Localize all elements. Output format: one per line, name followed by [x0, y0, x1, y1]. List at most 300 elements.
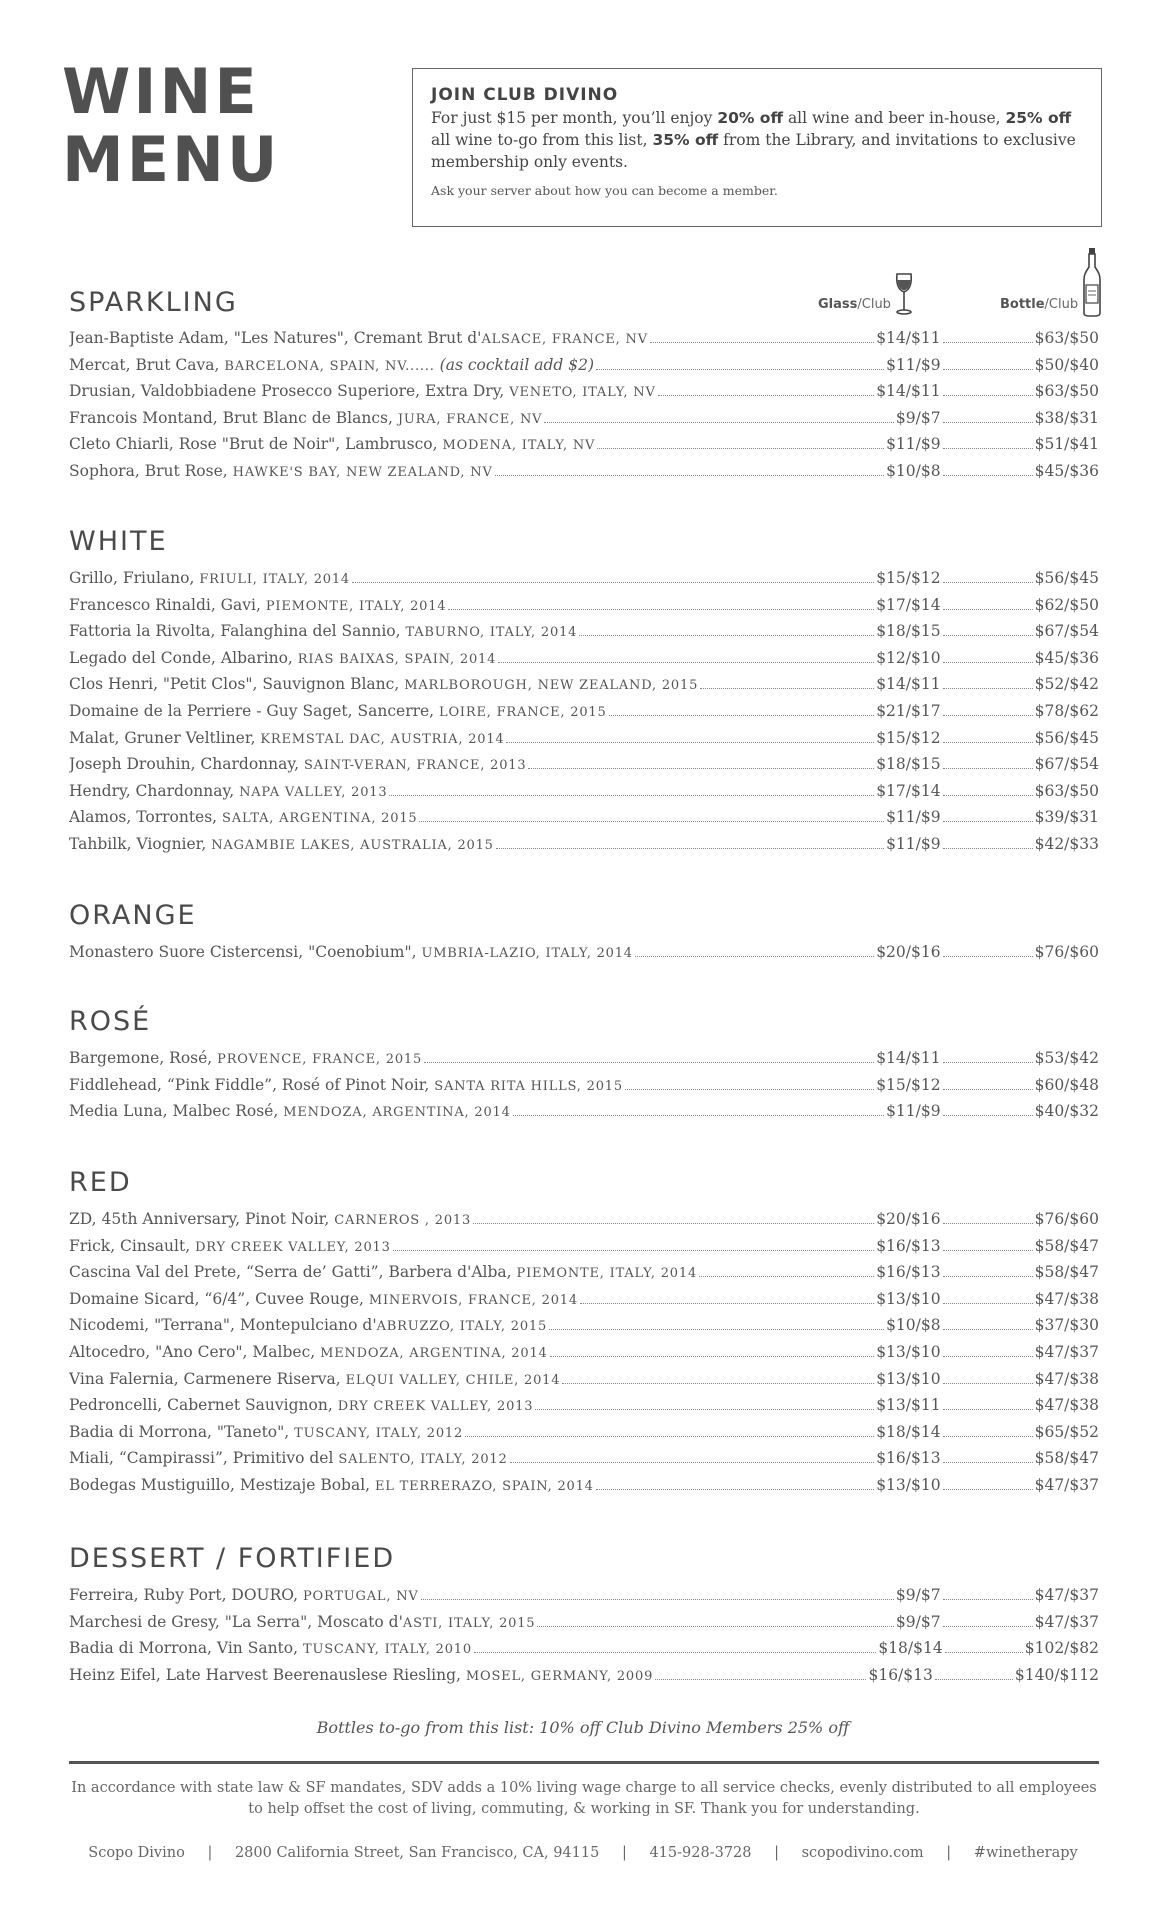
dot-leader [943, 369, 1033, 370]
menu-title [62, 55, 281, 196]
glass-price: $20/$16 [876, 943, 941, 961]
wine-item [69, 329, 1099, 356]
dot-leader [943, 1436, 1033, 1437]
wine-name [69, 729, 504, 747]
dot-leader [943, 475, 1033, 476]
dot-leader [625, 1089, 874, 1090]
bottle-label: Bottle [1000, 297, 1045, 312]
glass-price: $15/$12 [876, 569, 941, 587]
bottle-price: $63/$50 [1034, 781, 1099, 800]
business-website: scopodivino.com [801, 1845, 924, 1861]
wine-name [69, 1476, 594, 1494]
dot-leader [535, 1409, 874, 1410]
footer-divider [69, 1761, 1099, 1764]
wine-producer: Pedroncelli, Cabernet Sauvignon, [69, 1396, 338, 1415]
wine-glass-icon [893, 272, 915, 316]
glass-price: $16/$13 [876, 1263, 941, 1282]
dot-leader [943, 395, 1033, 396]
wine-producer: Domaine de la Perriere - Guy Saget, Sancerre, [69, 701, 440, 720]
bottle-price: $78/$62 [1034, 701, 1099, 720]
glass-price: $13/$10 [876, 1342, 941, 1361]
wine-producer: Joseph Drouhin, Chardonnay, [69, 755, 304, 774]
wine-producer: Legado del Conde, Albarino, [69, 648, 298, 667]
wine-producer: ZD, 45th Anniversary, Pinot Noir, [69, 1210, 335, 1228]
wine-item [69, 1639, 1099, 1666]
dot-leader [424, 1062, 874, 1063]
wine-item [69, 782, 1099, 809]
club-text-1: For just $15 per month, you’ll enjoy [431, 109, 718, 127]
dot-leader [549, 1329, 884, 1330]
dot-leader [421, 1599, 894, 1600]
glass-price: $11/$9 [886, 1102, 941, 1121]
dot-leader [655, 1679, 866, 1680]
wine-region: ALSACE, FRANCE, NV [481, 332, 648, 347]
wine-producer: Altocedro, "Ano Cero", Malbec, [69, 1342, 321, 1361]
wine-region: PROVENCE, FRANCE, 2015 [217, 1052, 423, 1067]
footer-separator: | [774, 1845, 779, 1861]
glass-club-label: /Club [857, 297, 891, 312]
dot-leader [943, 1223, 1033, 1224]
dot-leader [943, 1599, 1033, 1600]
wine-item [69, 1316, 1099, 1343]
bottle-price: $56/$45 [1034, 569, 1099, 587]
footer-separator: | [621, 1845, 627, 1861]
club-text-4: from the Library, and invitations to exclusive membership only events. [431, 131, 1076, 171]
wine-region: TABURNO, ITALY, 2014 [405, 625, 578, 641]
club-text-3: all wine to-go from this list, [431, 131, 653, 149]
wine-name [69, 1049, 422, 1067]
dot-leader [650, 342, 874, 343]
wine-name [69, 329, 648, 347]
glass-price: $9/$7 [895, 1612, 941, 1631]
wine-item [69, 675, 1099, 702]
wine-region: ELQUI VALLEY, CHILE, 2014 [345, 1372, 561, 1388]
dot-leader [943, 635, 1033, 636]
dot-leader [506, 742, 874, 743]
wine-producer: Tahbilk, Viognier, [69, 834, 212, 853]
bottle-price: $47/$37 [1034, 1612, 1099, 1631]
bottle-price: $58/$47 [1034, 1449, 1099, 1468]
section-title-orange: ORANGE [69, 900, 197, 931]
wine-producer: Jean-Baptiste Adam, "Les Natures", Cremant Brut d' [69, 329, 482, 347]
glass-price: $10/$8 [886, 1316, 941, 1335]
glass-price: $13/$10 [876, 1369, 941, 1388]
club-text-2: all wine and beer in-house, [783, 109, 1006, 127]
to-go-discount-note: Bottles to-go from this list: 10% off Club Divino Members 25% off [316, 1718, 850, 1737]
glass-price: $13/$10 [876, 1289, 941, 1308]
wine-name [69, 1639, 472, 1657]
wine-item [69, 1449, 1099, 1476]
wine-region: ABRUZZO, ITALY, 2015 [376, 1319, 548, 1335]
glass-price: $14/$11 [876, 329, 941, 347]
wine-item [69, 1476, 1099, 1503]
wine-region: NAPA VALLEY, 2013 [239, 784, 388, 800]
glass-price: $11/$9 [886, 435, 941, 454]
glass-price: $17/$14 [876, 781, 941, 800]
bottle-price: $37/$30 [1034, 1316, 1099, 1335]
bottle-price: $67/$54 [1034, 755, 1099, 774]
wine-bottle-icon [1081, 247, 1103, 317]
wine-producer: Badia di Morrona, Vin Santo, [69, 1639, 303, 1658]
dot-leader [537, 1626, 894, 1627]
wine-region: EL TERRERAZO, SPAIN, 2014 [375, 1478, 594, 1494]
glass-price: $15/$12 [876, 1075, 941, 1094]
wine-item [69, 1076, 1099, 1103]
wine-item [69, 1423, 1099, 1450]
club-heading: JOIN CLUB DIVINO [431, 85, 619, 105]
wine-name [69, 596, 446, 614]
dot-leader [943, 1303, 1033, 1304]
section-title-sparkling: SPARKLING [69, 287, 238, 318]
menu-title-line1: WINE [62, 55, 260, 128]
business-phone: 415-928-3728 [649, 1845, 752, 1861]
wine-region: SALTA, ARGENTINA, 2015 [222, 811, 418, 827]
wine-producer: Fiddlehead, “Pink Fiddle”, Rosé of Pinot Noir, [69, 1075, 435, 1094]
dot-leader [943, 715, 1033, 716]
wine-producer: Hendry, Chardonnay, [69, 781, 240, 800]
dot-leader [699, 1276, 874, 1277]
bottle-price: $63/$50 [1034, 329, 1099, 347]
footer-info [0, 1845, 1166, 1861]
wine-producer: Domaine Sicard, “6/4”, Cuvee Rouge, [69, 1289, 369, 1308]
dot-leader [419, 821, 884, 822]
wine-region: MARLBOROUGH, NEW ZEALAND, 2015 [404, 678, 699, 694]
bottle-price: $56/$45 [1034, 728, 1099, 747]
wine-item [69, 1210, 1099, 1237]
glass-price: $11/$9 [886, 355, 941, 374]
glass-price: $16/$13 [868, 1665, 933, 1684]
wine-name [69, 1076, 623, 1094]
wine-region: DRY CREEK VALLEY, 2013 [337, 1399, 534, 1415]
dot-leader [495, 475, 884, 476]
club-note: Ask your server about how you can become a member. [431, 183, 778, 198]
wine-region: TUSCANY, ITALY, 2010 [302, 1642, 472, 1658]
wine-region: JURA, FRANCE, NV [397, 411, 543, 427]
wine-note: (as cocktail add $2) [439, 355, 595, 374]
glass-price: $13/$10 [876, 1475, 941, 1494]
wine-producer: Monastero Suore Cistercensi, "Coenobium", [69, 943, 422, 961]
wine-region: LOIRE, FRANCE, 2015 [439, 704, 607, 720]
dot-leader [448, 609, 874, 610]
dot-leader [943, 582, 1033, 583]
bottle-price: $63/$50 [1034, 382, 1099, 401]
dot-leader [943, 448, 1033, 449]
wine-item [69, 382, 1099, 409]
wine-name [69, 675, 698, 693]
wine-region: ASTI, ITALY, 2015 [402, 1615, 536, 1631]
wine-name [69, 1666, 653, 1684]
wine-name [69, 1343, 548, 1361]
bottle-column-header [1000, 297, 1078, 312]
dot-leader [943, 1089, 1033, 1090]
dot-leader [943, 609, 1033, 610]
bottle-price: $50/$40 [1034, 355, 1099, 374]
living-wage-notice: In accordance with state law & SF mandates, SDV adds a 10% living wage charge to all service checks, evenly distributed to all employees to help offset the cost of living, commuting, & working in SF. Thank you for understanding. [71, 1780, 1097, 1817]
wine-list-dessert [69, 1586, 1099, 1692]
footer-separator: | [946, 1845, 952, 1861]
wine-producer: Miali, “Campirassi”, Primitivo del [69, 1449, 339, 1468]
wine-item [69, 462, 1099, 489]
wine-region: TUSCANY, ITALY, 2012 [294, 1425, 464, 1441]
club-discount-2: 25% off [1005, 109, 1072, 127]
wine-list-rose [69, 1049, 1099, 1129]
glass-price: $20/$16 [876, 1210, 941, 1228]
dot-leader [510, 1462, 875, 1463]
bottle-price: $51/$41 [1034, 435, 1099, 454]
business-hashtag: #winetherapy [973, 1845, 1078, 1861]
wine-producer: Francesco Rinaldi, Gavi, [69, 595, 266, 614]
wine-producer: Bargemone, Rosé, [69, 1049, 218, 1067]
wine-producer: Nicodemi, "Terrana", Montepulciano d' [69, 1316, 377, 1335]
bottle-price: $47/$38 [1034, 1289, 1099, 1308]
wine-producer: Marchesi de Gresy, "La Serra", Moscato d' [69, 1612, 403, 1631]
dot-leader [935, 1679, 1013, 1680]
wine-name [69, 649, 496, 667]
glass-price: $16/$13 [876, 1236, 941, 1255]
wine-item [69, 1049, 1099, 1076]
footer-separator: | [207, 1845, 213, 1861]
glass-price: $11/$9 [886, 834, 941, 853]
bottle-price: $102/$82 [1024, 1639, 1099, 1658]
wine-region: MENDOZA, ARGENTINA, 2014 [320, 1345, 548, 1361]
dot-leader [943, 1462, 1033, 1463]
wine-region: VENETO, ITALY, NV [509, 385, 656, 401]
wine-name [69, 943, 633, 961]
dot-leader [596, 1489, 874, 1490]
dot-leader [635, 956, 874, 957]
wine-producer: Malat, Gruner Veltliner, [69, 728, 261, 747]
wine-producer: Mercat, Brut Cava, [69, 355, 225, 374]
wine-list-sparkling [69, 329, 1099, 489]
glass-price: $18/$15 [876, 622, 941, 641]
wine-item [69, 1102, 1099, 1129]
glass-price: $18/$14 [878, 1639, 943, 1658]
wine-item [69, 409, 1099, 436]
business-name: Scopo Divino [88, 1845, 185, 1861]
wine-item [69, 596, 1099, 623]
wine-item [69, 808, 1099, 835]
dot-leader [943, 742, 1033, 743]
glass-column-header [818, 297, 891, 312]
wine-name [69, 702, 607, 720]
wine-producer: Frick, Cinsault, [69, 1236, 196, 1255]
wine-region: DRY CREEK VALLEY, 2013 [195, 1239, 391, 1255]
dot-leader [473, 1223, 874, 1224]
dot-leader [943, 848, 1033, 849]
wine-producer: Grillo, Friulano, [69, 569, 200, 587]
wine-producer: Francois Montand, Brut Blanc de Blancs, [69, 408, 398, 427]
dot-leader [465, 1436, 874, 1437]
dot-leader [498, 662, 874, 663]
wine-name [69, 1210, 471, 1228]
wine-name [69, 382, 656, 400]
wine-name [69, 1316, 547, 1334]
wine-name [69, 462, 493, 480]
dot-leader [562, 1383, 874, 1384]
bottle-price: $58/$47 [1034, 1263, 1099, 1282]
glass-price: $15/$12 [876, 728, 941, 747]
dot-leader [943, 1489, 1033, 1490]
glass-price: $13/$11 [876, 1396, 941, 1415]
bottle-price: $76/$60 [1034, 943, 1099, 961]
wine-producer: Clos Henri, "Petit Clos", Sauvignon Blanc, [69, 675, 405, 694]
wine-producer: Alamos, Torrontes, [69, 808, 223, 827]
wine-item [69, 943, 1099, 970]
wine-item [69, 1613, 1099, 1640]
glass-price: $12/$10 [876, 648, 941, 667]
bottle-price: $62/$50 [1034, 595, 1099, 614]
wine-region: SALENTO, ITALY, 2012 [338, 1452, 508, 1468]
dot-leader [513, 1115, 884, 1116]
wine-producer: Vina Falernia, Carmenere Riserva, [69, 1369, 346, 1388]
bottle-price: $47/$38 [1034, 1369, 1099, 1388]
wine-list-red [69, 1210, 1099, 1503]
wine-item [69, 1237, 1099, 1264]
bottle-price: $76/$60 [1034, 1210, 1099, 1228]
wine-region: KREMSTAL DAC, AUSTRIA, 2014 [260, 731, 505, 747]
wine-item [69, 1263, 1099, 1290]
dot-leader [580, 1303, 874, 1304]
dot-leader [700, 688, 874, 689]
wine-name [69, 1396, 533, 1414]
dot-leader [943, 1356, 1033, 1357]
wine-name [69, 409, 542, 427]
bottle-price: $52/$42 [1034, 675, 1099, 694]
menu-title-line2: MENU [62, 123, 281, 196]
wine-item [69, 1290, 1099, 1317]
bottle-price: $42/$33 [1034, 834, 1099, 853]
wine-item [69, 1586, 1099, 1613]
wine-name [69, 356, 594, 374]
wine-name [69, 808, 417, 826]
dot-leader [943, 688, 1033, 689]
wine-name [69, 1237, 391, 1255]
section-title-red: RED [69, 1167, 132, 1198]
wine-name [69, 1423, 463, 1441]
wine-producer: Heinz Eifel, Late Harvest Beerenauslese Riesling, [69, 1665, 466, 1684]
glass-price: $10/$8 [886, 461, 941, 480]
wine-name [69, 755, 526, 773]
wine-region: CARNEROS , 2013 [334, 1213, 472, 1228]
club-description [431, 107, 1083, 173]
bottle-price: $47/$37 [1034, 1342, 1099, 1361]
section-title-rose: ROSÉ [69, 1006, 152, 1037]
wine-item [69, 569, 1099, 596]
glass-price: $18/$15 [876, 755, 941, 774]
wine-producer: Badia di Morrona, "Taneto", [69, 1422, 295, 1441]
dot-leader [474, 1652, 876, 1653]
dot-leader [658, 395, 875, 396]
wine-region: PORTUGAL, NV [302, 1589, 419, 1604]
wine-item [69, 702, 1099, 729]
wine-name [69, 569, 350, 587]
wine-name [69, 1586, 419, 1604]
glass-price: $14/$11 [876, 1049, 941, 1067]
dot-leader [496, 848, 884, 849]
wine-producer: Drusian, Valdobbiadene Prosecco Superiore, Extra Dry, [69, 382, 510, 401]
wine-item [69, 835, 1099, 862]
wine-region: BARCELONA, SPAIN, NV...... [224, 358, 435, 374]
wine-name [69, 1290, 578, 1308]
dot-leader [943, 1409, 1033, 1410]
dot-leader [943, 795, 1033, 796]
dot-leader [597, 448, 884, 449]
wine-region: HAWKE'S BAY, NEW ZEALAND, NV [232, 464, 493, 480]
dot-leader [943, 1626, 1033, 1627]
section-title-white: WHITE [69, 526, 168, 557]
wine-producer: Cleto Chiarli, Rose "Brut de Noir", Lambrusco, [69, 435, 443, 454]
wine-producer: Sophora, Brut Rose, [69, 461, 233, 480]
bottle-price: $47/$37 [1034, 1586, 1099, 1604]
dot-leader [389, 795, 874, 796]
wine-name [69, 1102, 511, 1120]
glass-price: $17/$14 [876, 595, 941, 614]
glass-price: $14/$11 [876, 675, 941, 694]
wine-name [69, 1263, 697, 1281]
dot-leader [943, 768, 1033, 769]
wine-item [69, 435, 1099, 462]
wine-producer: Fattoria la Rivolta, Falanghina del Sannio, [69, 622, 406, 641]
bottle-price: $39/$31 [1034, 808, 1099, 827]
wine-region: NAGAMBIE LAKES, AUSTRALIA, 2015 [211, 837, 494, 853]
wine-region: PIEMONTE, ITALY, 2014 [265, 598, 447, 614]
section-title-dessert: DESSERT / FORTIFIED [69, 1543, 396, 1574]
bottle-price: $140/$112 [1014, 1665, 1099, 1684]
dot-leader [609, 715, 875, 716]
dot-leader [943, 1329, 1033, 1330]
bottle-price: $45/$36 [1034, 461, 1099, 480]
wine-producer: Bodegas Mustiguillo, Mestizaje Bobal, [69, 1475, 376, 1494]
wine-name [69, 835, 494, 853]
bottle-price: $47/$38 [1034, 1396, 1099, 1415]
wine-producer: Ferreira, Ruby Port, DOURO, [69, 1586, 303, 1604]
wine-name [69, 435, 595, 453]
wine-item [69, 755, 1099, 782]
dot-leader [528, 768, 874, 769]
bottle-price: $40/$32 [1034, 1102, 1099, 1121]
wine-item [69, 729, 1099, 756]
wine-name [69, 1370, 560, 1388]
bottle-club-label: /Club [1044, 297, 1079, 312]
dot-leader [352, 582, 874, 583]
bottle-price: $45/$36 [1034, 648, 1099, 667]
glass-price: $18/$14 [876, 1422, 941, 1441]
wine-producer: Cascina Val del Prete, “Serra de’ Gatti”, Barbera d'Alba, [69, 1263, 517, 1282]
wine-region: MODENA, ITALY, NV [442, 438, 596, 454]
wine-item [69, 1343, 1099, 1370]
wine-item [69, 622, 1099, 649]
wine-region: MINERVOIS, FRANCE, 2014 [368, 1292, 578, 1308]
wine-name [69, 1449, 508, 1467]
bottle-price: $38/$31 [1034, 408, 1099, 427]
dot-leader [544, 422, 894, 423]
dot-leader [550, 1356, 875, 1357]
bottle-price: $60/$48 [1034, 1075, 1099, 1094]
dot-leader [945, 1652, 1023, 1653]
wine-region: UMBRIA-LAZIO, ITALY, 2014 [421, 946, 633, 961]
dot-leader [579, 635, 874, 636]
wine-item [69, 1666, 1099, 1693]
wine-region: SAINT-VERAN, FRANCE, 2013 [303, 758, 527, 774]
glass-price: $21/$17 [876, 701, 941, 720]
wine-region: MENDOZA, ARGENTINA, 2014 [283, 1105, 511, 1121]
business-address: 2800 California Street, San Francisco, CA, 94115 [234, 1845, 600, 1861]
dot-leader [943, 821, 1033, 822]
bottle-price: $65/$52 [1034, 1422, 1099, 1441]
club-discount-3: 35% off [652, 131, 719, 149]
wine-region: RIAS BAIXAS, SPAIN, 2014 [297, 651, 497, 667]
dot-leader [596, 369, 884, 370]
